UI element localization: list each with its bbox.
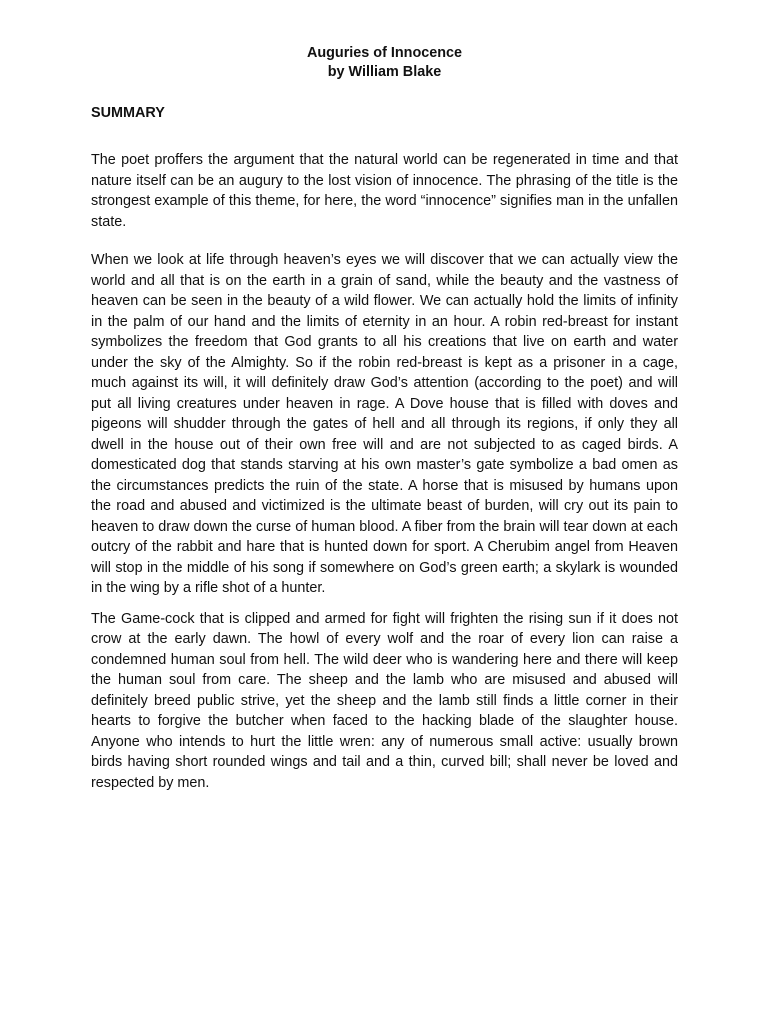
paragraph-3: The Game-cock that is clipped and armed for fight will frighten the rising sun if it does not crow at the early dawn. The howl of every wolf and the roar of every lion can raise a condemned human soul from hell. The wild deer who is wandering here and there will keep the human soul from care. The sheep and the lamb who are misused and abused will definitely breed public strive, yet the sheep and the lamb still finds a little corner in their hearts to forgive the butcher when faced to the hacking blade of the slaughter house. Anyone who intends to hurt the little wren: any of numerous small active: usually brown birds having short rounded wings and tail and a thin, curved bill; shall never be loved and respected by men. <box>91 610 678 791</box>
document-author: by William Blake <box>327 64 442 80</box>
paragraph-1: The poet proffers the argument that the natural world can be regenerated in time and that nature itself can be an augury to the lost vision of innocence. The phrasing of the title is the strongest example of this theme, for here, the word “innocence” signifies man in the unfallen state. <box>91 152 678 230</box>
section-heading: SUMMARY <box>91 105 165 121</box>
document-title: Auguries of Innocence <box>306 45 463 61</box>
paragraph-2: When we look at life through heaven’s eyes we will discover that we can actually view the world and all that is on the earth in a grain of sand, while the beauty and the vastness of heaven can be seen in the beauty of a wild flower. We can actually hold the limits of infinity in the palm of our hand and the limits of eternity in an hour. A robin red-breast for instant symbolizes the freedom that God grants to all his creations that live on earth and water under the sky of the Almighty. So if the robin red-breast is kept as a prisoner in a cage, much against its will, it will definitely draw God’s attention (according to the poet) and will put all living creatures under heaven in rage. A Dove house that is filled with doves and pigeons will shudder through the gates of hell and all through its regions, if only they all dwell in the house out of their own free will and are not subjected to as caged birds. A domesticated dog that stands starving at his own master’s gate symbolize a bad omen as the circumstances predicts the ruin of the state. A horse that is misused by humans upon the road and abused and victimized is the ultimate beast of burden, will cry out its pain to heaven to draw down the curse of human blood. A fiber from the brain will tear down at each outcry of the rabbit and hare that is hunted down for sport. A Cherubim angel from Heaven will stop in the middle of his song if somewhere on God’s green earth; a skylark is wounded in the wing by a rifle shot of a hunter. <box>91 252 678 596</box>
